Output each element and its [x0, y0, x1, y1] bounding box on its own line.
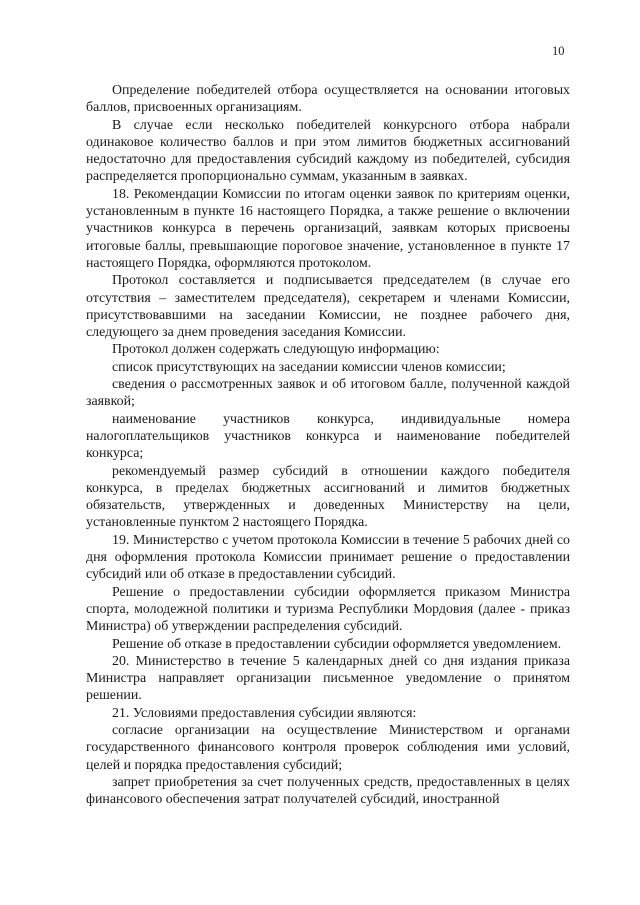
paragraph: В случае если несколько победителей конкурсного отбора набрали одинаковое количество баллов и при этом лимитов бюджетных ассигнований недостаточно для предоставления субсидий каждому из победителей, субсидия распределяется пропорционально суммам, указанным в заявках.	[86, 117, 570, 185]
document-body	[86, 82, 570, 808]
page-number: 10	[552, 44, 565, 58]
list-item: сведения о рассмотренных заявок и об итоговом балле, полученной каждой заявкой;	[86, 377, 570, 410]
paragraph: Решение о предоставлении субсидии оформляется приказом Министра спорта, молодежной политики и туризма Республики Мордовия (далее - приказ Министра) об утверждении распределения субсидий.	[86, 584, 570, 635]
paragraph: Протокол должен содержать следующую информацию:	[112, 342, 440, 358]
list-item: наименование участников конкурса, индивидуальные номера налогоплательщиков участников конкурса и наименование победителей конкурса;	[86, 411, 570, 462]
list-item: рекомендуемый размер субсидий в отношении каждого победителя конкурса, в пределах бюджетных ассигнований и лимитов бюджетных обязательств, утвержденных и доведенных Министерству на цели, установленные пунктом 2 настоящего Порядка.	[86, 463, 570, 531]
paragraph: 20. Министерство в течение 5 календарных дней со дня издания приказа Министра направляет организации письменное уведомление о принятом решении.	[86, 653, 570, 704]
paragraph: 19. Министерство с учетом протокола Комиссии в течение 5 рабочих дней со дня оформления протокола Комиссии принимает решение о предоставлении субсидий или об отказе в предоставлении субсидий.	[86, 532, 570, 583]
paragraph: 21. Условиями предоставления субсидии являются:	[112, 705, 417, 721]
list-item: список присутствующих на заседании комиссии членов комиссии;	[112, 359, 506, 375]
paragraph: Решение об отказе в предоставлении субсидии оформляется уведомлением.	[112, 636, 562, 652]
paragraph: Определение победителей отбора осуществляется на основании итоговых баллов, присвоенных организациям.	[86, 83, 570, 116]
paragraph: 18. Рекомендации Комиссии по итогам оценки заявок по критериям оценки, установленным в пункте 16 настоящего Порядка, а также решение о включении участников конкурса в перечень организаций, заявкам которых присвоены итоговые баллы, превышающие пороговое значение, установленное в пункте 17 настоящего Порядка, оформляются протоколом.	[86, 186, 570, 271]
list-item: запрет приобретения за счет полученных средств, предоставленных в целях финансового обеспечения затрат получателей субсидий, иностранной	[86, 774, 570, 808]
list-item: согласие организации на осуществление Министерством и органами государственного финансового контроля проверок соблюдения ими условий, целей и порядка предоставления субсидий;	[86, 722, 570, 773]
paragraph: Протокол составляется и подписывается председателем (в случае его отсутствия – заместителем председателя), секретарем и членами Комиссии, присутствовавшими на заседании Комиссии, не позднее рабочего дня, следующего за днем проведения заседания Комиссии.	[86, 273, 570, 341]
